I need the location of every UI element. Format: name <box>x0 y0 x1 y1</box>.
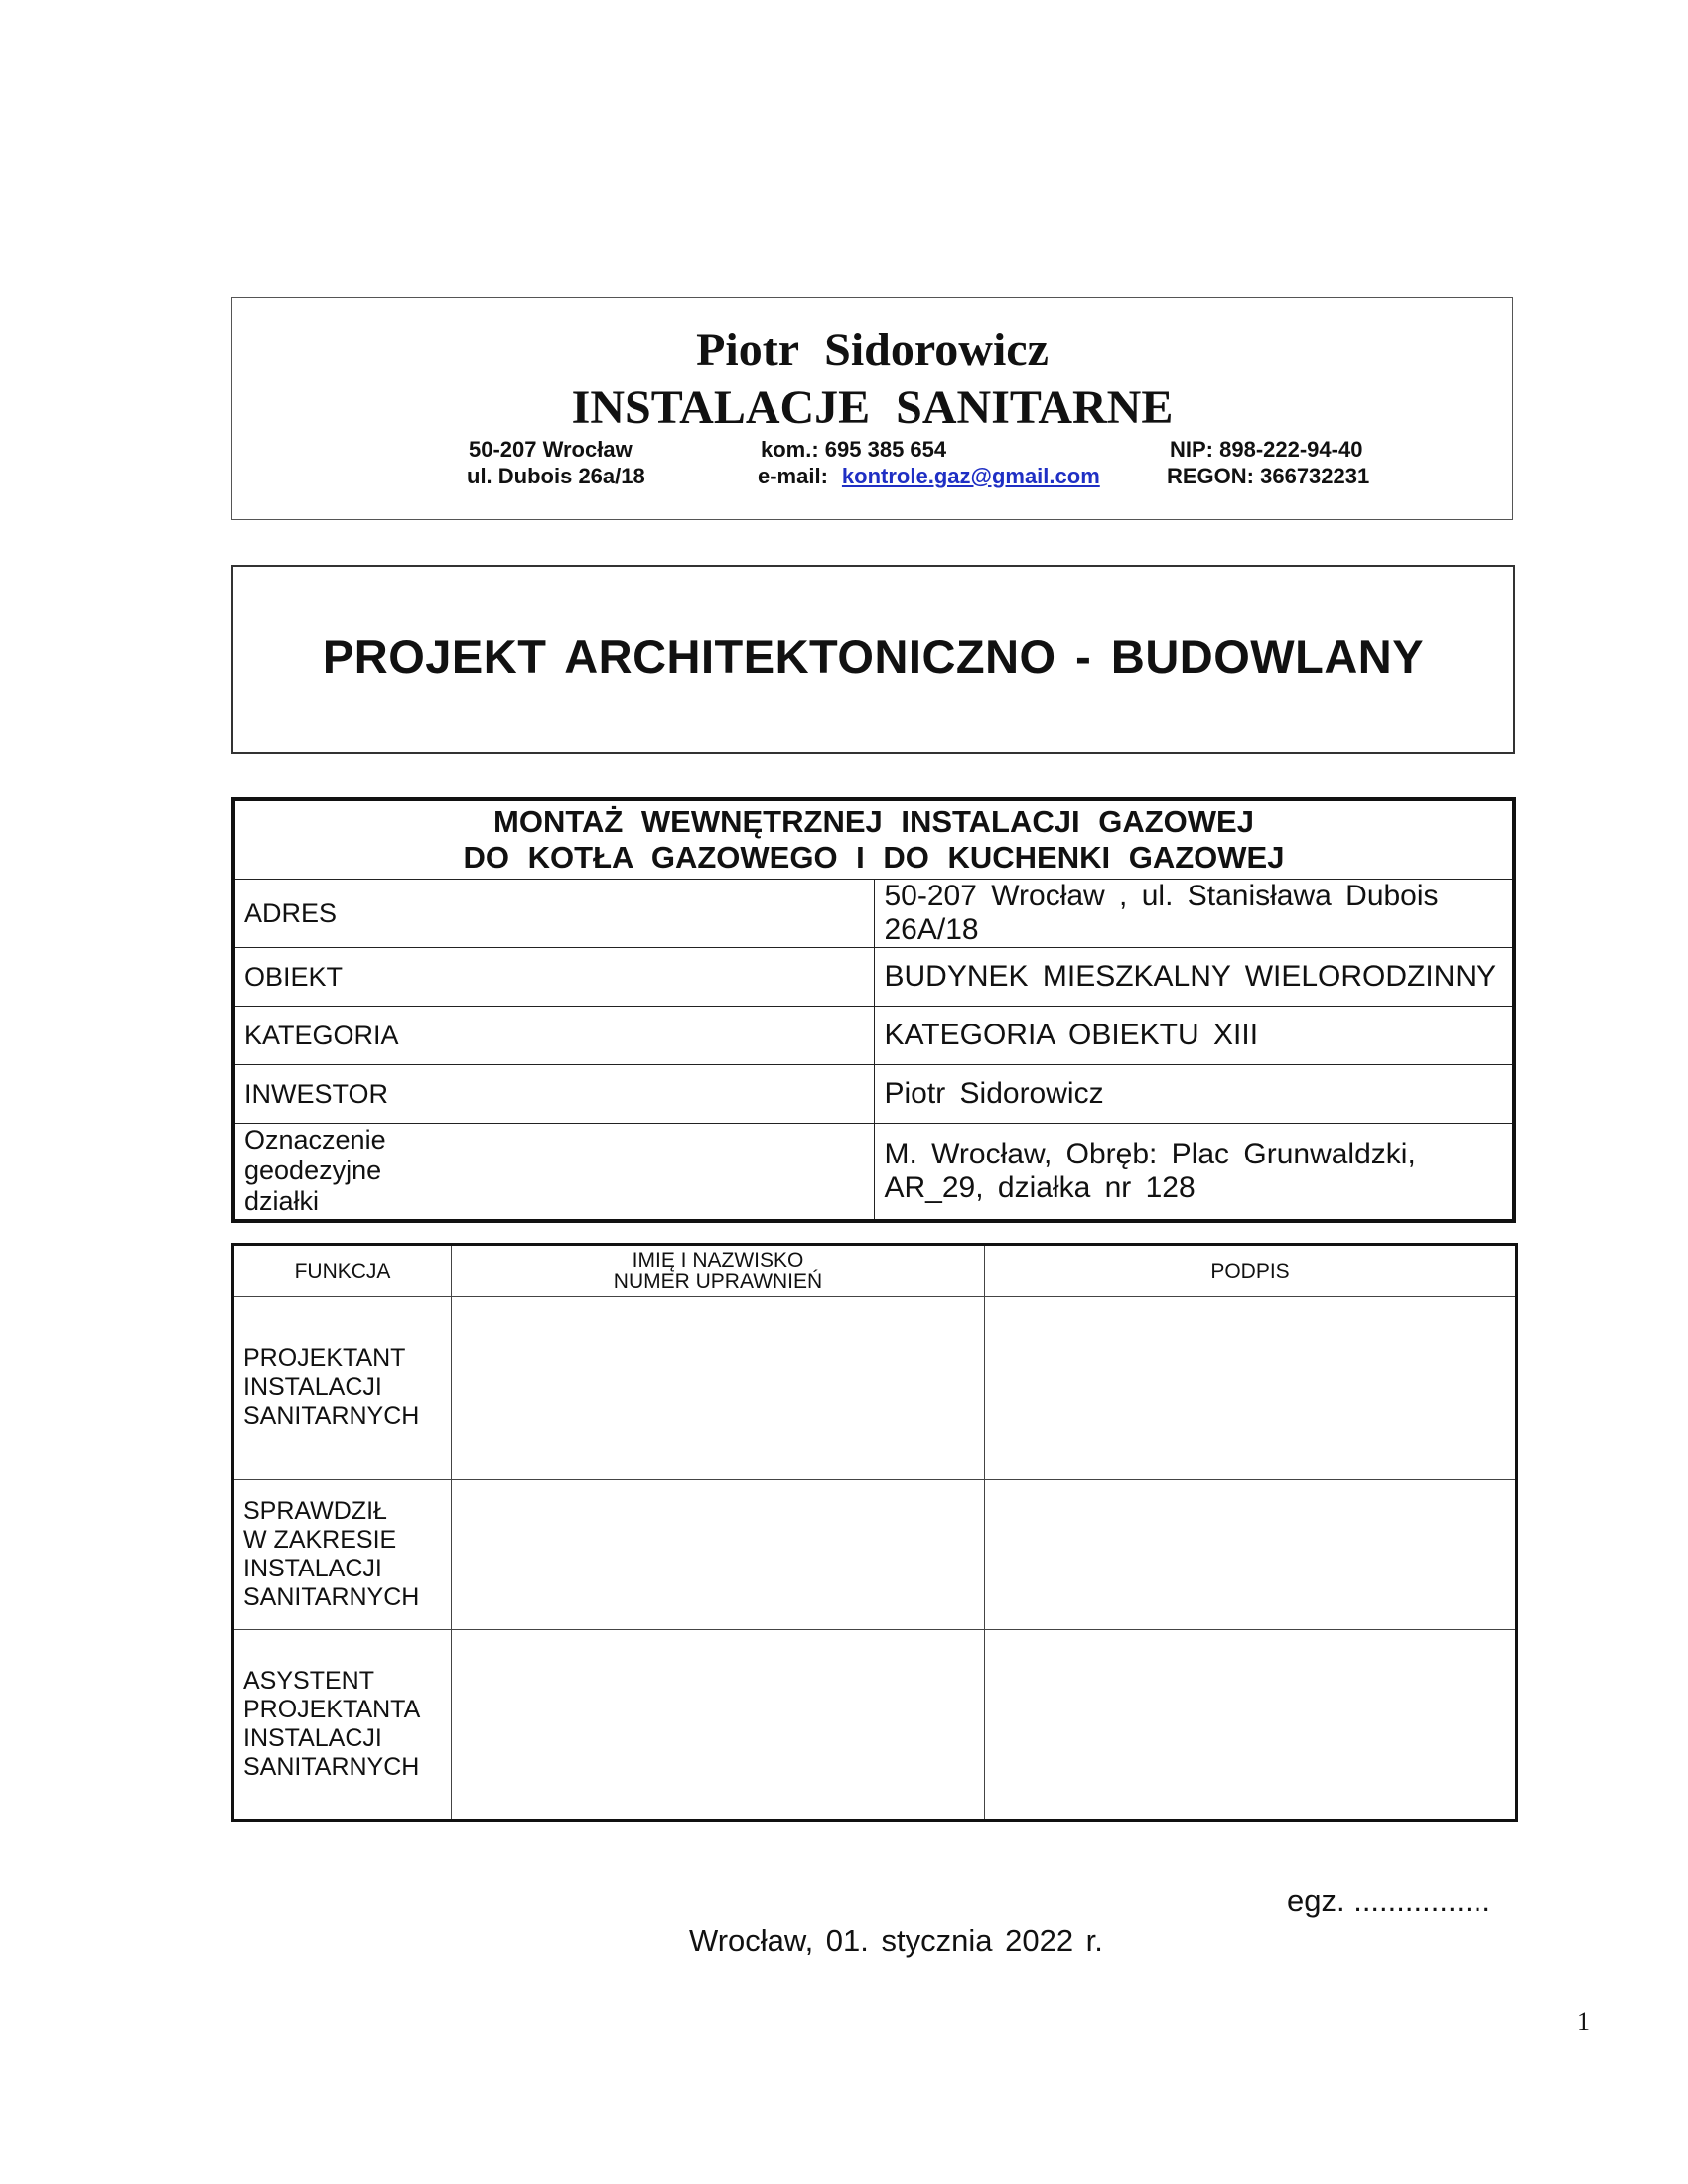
assistant-name-field[interactable] <box>452 1630 985 1821</box>
company-street: ul. Dubois 26a/18 <box>467 464 645 488</box>
page-number: 1 <box>1577 2007 1590 2036</box>
document-title: PROJEKT ARCHITEKTONICZNO - BUDOWLANY <box>322 630 1425 683</box>
place-and-date: Wrocław, 01. stycznia 2022 r. <box>689 1923 1103 1958</box>
company-email-line <box>758 463 1100 490</box>
table-row <box>233 1297 1517 1480</box>
function-line: SANITARNYCH <box>243 1753 420 1782</box>
signature-table <box>231 1243 1518 1822</box>
project-row-investor <box>233 1065 1514 1124</box>
parcel-label-line-3: działki <box>244 1186 320 1217</box>
company-nip: NIP: 898-222-94-40 <box>1170 437 1363 462</box>
company-name: INSTALACJE SANITARNE <box>571 381 1174 434</box>
table-row <box>233 1630 1517 1821</box>
parcel-label-line-1: Oznaczenie <box>244 1125 386 1156</box>
project-row-address <box>233 880 1514 948</box>
function-line: INSTALACJI <box>243 1555 382 1583</box>
function-line: INSTALACJI <box>243 1373 382 1402</box>
investor-label: INWESTOR <box>233 1065 874 1124</box>
company-phone: kom.: 695 385 654 <box>761 437 947 462</box>
project-row-category <box>233 1007 1514 1065</box>
designer-name-field[interactable] <box>452 1297 985 1480</box>
copy-number: egz. ................ <box>1287 1883 1491 1918</box>
project-heading-line-1: MONTAŻ WEWNĘTRZNEJ INSTALACJI GAZOWEJ <box>493 804 1254 839</box>
column-header-function: FUNKCJA <box>233 1245 452 1297</box>
address-value: 50-207 Wrocław , ul. Stanisława Dubois 26A/18 <box>874 880 1514 948</box>
parcel-label <box>233 1124 874 1221</box>
company-postal-city: 50-207 Wrocław <box>469 437 633 462</box>
checker-name-field[interactable] <box>452 1479 985 1630</box>
project-row-parcel <box>233 1124 1514 1221</box>
assistant-signature-field[interactable] <box>985 1630 1517 1821</box>
function-line: SANITARNYCH <box>243 1583 420 1612</box>
function-assistant <box>233 1630 452 1821</box>
object-label: OBIEKT <box>233 948 874 1007</box>
column-header-signature: PODPIS <box>985 1245 1517 1297</box>
column-header-name-line-2: NUMER UPRAWNIEŃ <box>613 1270 823 1294</box>
category-label: KATEGORIA <box>233 1007 874 1065</box>
project-heading <box>233 799 1514 880</box>
address-label: ADRES <box>233 880 874 948</box>
parcel-label-line-2: geodezyjne <box>244 1156 382 1186</box>
object-value: BUDYNEK MIESZKALNY WIELORODZINNY <box>874 948 1514 1007</box>
project-info-table <box>231 797 1516 1223</box>
category-value: KATEGORIA OBIEKTU XIII <box>874 1007 1514 1065</box>
project-heading-line-2: DO KOTŁA GAZOWEGO I DO KUCHENKI GAZOWEJ <box>463 840 1285 875</box>
function-line: W ZAKRESIE <box>243 1526 397 1555</box>
letterhead <box>231 297 1513 520</box>
function-line: INSTALACJI <box>243 1724 382 1753</box>
table-row <box>233 1479 1517 1630</box>
column-header-name <box>452 1245 985 1297</box>
function-checker <box>233 1479 452 1630</box>
function-line: PROJEKTANT <box>243 1344 406 1373</box>
parcel-value: M. Wrocław, Obręb: Plac Grunwaldzki, AR_29, działka nr 128 <box>874 1124 1514 1221</box>
project-row-object <box>233 948 1514 1007</box>
company-owner-name: Piotr Sidorowicz <box>696 324 1049 376</box>
function-line: SANITARNYCH <box>243 1402 420 1431</box>
function-line: PROJEKTANTA <box>243 1696 421 1724</box>
company-regon: REGON: 366732231 <box>1167 464 1370 488</box>
email-link[interactable]: kontrole.gaz@gmail.com <box>841 464 1100 488</box>
email-label: e-mail: <box>758 464 828 488</box>
function-line: SPRAWDZIŁ <box>243 1497 387 1526</box>
function-line: ASYSTENT <box>243 1667 374 1696</box>
investor-value: Piotr Sidorowicz <box>874 1065 1514 1124</box>
function-designer <box>233 1297 452 1480</box>
checker-signature-field[interactable] <box>985 1479 1517 1630</box>
designer-signature-field[interactable] <box>985 1297 1517 1480</box>
document-title-box <box>231 565 1515 754</box>
column-header-name-line-1: IMIĘ I NAZWISKO <box>632 1249 804 1273</box>
